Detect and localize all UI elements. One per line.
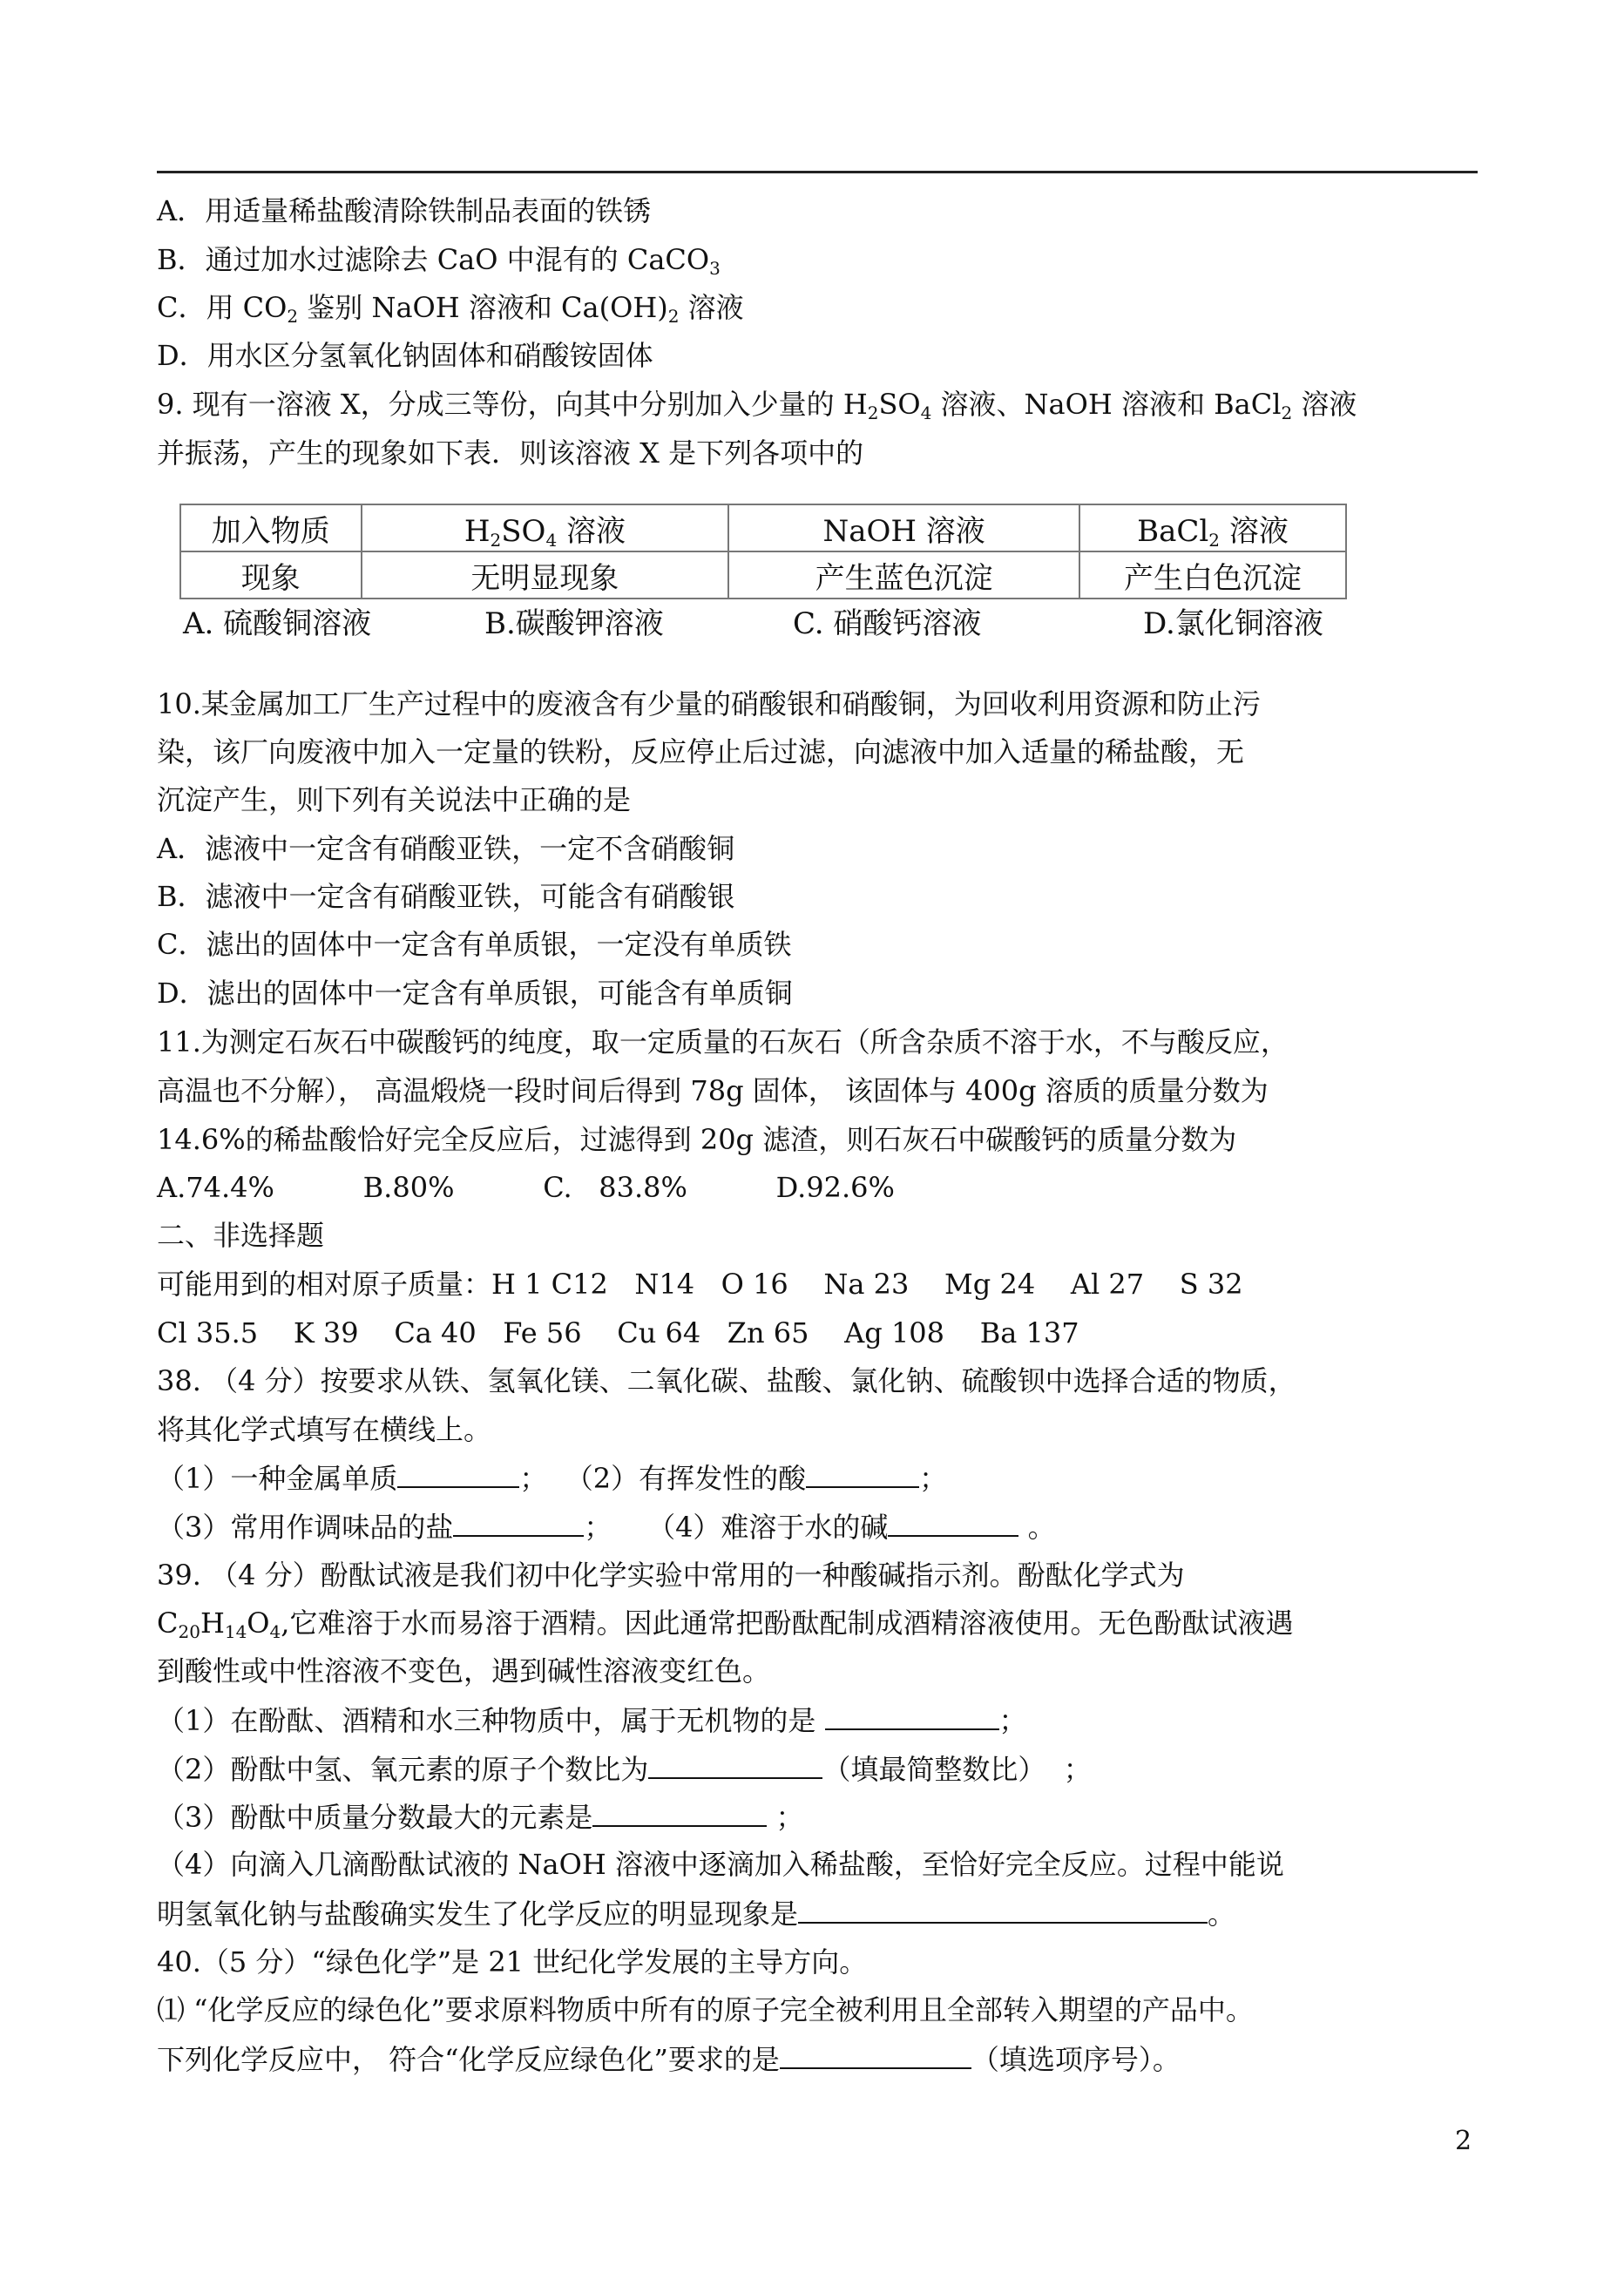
q9-option-a: A. 硫酸铜溶液 bbox=[183, 606, 372, 641]
section-title: 二、非选择题 bbox=[157, 1219, 325, 1252]
q9-option-b: B.碳酸钾溶液 bbox=[484, 606, 664, 641]
table-cell: 现象 bbox=[180, 551, 362, 599]
q8-option-d: D．用水区分氢氧化钠固体和硝酸铵固体 bbox=[157, 339, 653, 372]
q10-option-c: C．滤出的固体中一定含有单质银，一定没有单质铁 bbox=[157, 928, 792, 961]
table-cell: $H_2SO_4$ 溶液 bbox=[362, 504, 729, 551]
table-cell: 产生蓝色沉淀 bbox=[728, 551, 1079, 599]
q8-option-c: C．用 $CO_2$ 鉴别 NaOH 溶液和 $Ca(OH)_2$ 溶液 bbox=[157, 291, 744, 327]
q10-option-b: B．滤液中一定含有硝酸亚铁，可能含有硝酸银 bbox=[157, 880, 735, 913]
page-number: 2 bbox=[1455, 2126, 1472, 2156]
answer-blank[interactable] bbox=[825, 1702, 999, 1730]
table-row bbox=[180, 504, 1346, 551]
table-cell: NaOH 溶液 bbox=[728, 504, 1079, 551]
answer-blank[interactable] bbox=[888, 1509, 1018, 1537]
q10-option-a: A．滤液中一定含有硝酸亚铁，一定不含硝酸铜 bbox=[157, 832, 735, 865]
q8-option-a: A．用适量稀盐酸清除铁制品表面的铁锈 bbox=[157, 194, 652, 227]
q38-stem-line1: 38. （4 分）按要求从铁、氢氧化镁、二氧化碳、盐酸、氯化钠、硫酸钡中选择合适的物质， bbox=[157, 1364, 1296, 1397]
q39-stem-line2: $C_{20}H_{14}O_4$,它难溶于水而易溶于酒精。因此通常把酚酞配制成酒精溶液使用。无色酚酞试液遇 bbox=[157, 1606, 1294, 1642]
table-cell: 无明显现象 bbox=[362, 551, 729, 599]
q39-part-4-line2: 明氢氧化钠与盐酸确实发生了化学反应的明显现象是 。 bbox=[157, 1897, 1236, 1931]
answer-blank[interactable] bbox=[592, 1799, 767, 1827]
q11-stem-line3: 14.6%的稀盐酸恰好完全反应后，过滤得到 20g 滤渣，则石灰石中碳酸钙的质量分数为 bbox=[157, 1123, 1237, 1156]
q38-stem-line2: 将其化学式填写在横线上。 bbox=[157, 1413, 492, 1446]
q11-stem-line1: 11.为测定石灰石中碳酸钙的纯度，取一定质量的石灰石（所含杂质不溶于水，不与酸反应， bbox=[157, 1025, 1289, 1059]
table-cell: BaCl$_2$ 溶液 bbox=[1079, 504, 1346, 551]
q9-stem-line2: 并振荡，产生的现象如下表．则该溶液 X 是下列各项中的 bbox=[157, 436, 864, 470]
table-row bbox=[180, 551, 1346, 599]
q39-stem-line1: 39. （4 分）酚酞试液是我们初中化学实验中常用的一种酸碱指示剂。酚酞化学式为 bbox=[157, 1559, 1185, 1592]
q39-part-4-line1: （4）向滴入几滴酚酞试液的 NaOH 溶液中逐滴加入稀盐酸，至恰好完全反应。过程中能说 bbox=[157, 1848, 1284, 1881]
q8-option-b: B．通过加水过滤除去 CaO 中混有的 CaCO$_3$ bbox=[157, 243, 721, 279]
q10-stem-line2: 染，该厂向废液中加入一定量的铁粉，反应停止后过滤，向滤液中加入适量的稀盐酸，无 bbox=[157, 735, 1245, 768]
q40-stem-line1: 40.（5 分）“绿色化学”是 21 世纪化学发展的主导方向。 bbox=[157, 1945, 868, 1978]
table-cell: 加入物质 bbox=[180, 504, 362, 551]
q11-options: A.74.4% B.80% C. 83.8% D.92.6% bbox=[157, 1171, 895, 1204]
atomic-masses-line1: 可能用到的相对原子质量：H 1 C12 N14 O 16 Na 23 Mg 24 Al 27 S 32 bbox=[157, 1268, 1243, 1301]
q10-stem-line3: 沉淀产生，则下列有关说法中正确的是 bbox=[157, 783, 632, 816]
q10-option-d: D．滤出的固体中一定含有单质银，可能含有单质铜 bbox=[157, 977, 793, 1010]
table-cell: 产生白色沉淀 bbox=[1079, 551, 1346, 599]
q39-part-1: （1）在酚酞、酒精和水三种物质中，属于无机物的是 ； bbox=[157, 1704, 1027, 1737]
q40-stem-line2: ⑴ “化学反应的绿色化”要求原料物质中所有的原子完全被利用且全部转入期望的产品中。 bbox=[157, 1993, 1254, 2026]
top-rule bbox=[157, 171, 1478, 173]
answer-blank[interactable] bbox=[397, 1460, 519, 1488]
q9-stem-line1: 9. 现有一溶液 X，分成三等份，向其中分别加入少量的 $H_2SO_4$ 溶液、NaOH 溶液和 BaCl$_2$ 溶液 bbox=[157, 388, 1357, 423]
answer-blank[interactable] bbox=[806, 1460, 919, 1488]
q9-option-d: D.氯化铜溶液 bbox=[1143, 606, 1323, 641]
q38-parts-3-4: （3）常用作调味品的盐 ； （4）难溶于水的碱 。 bbox=[157, 1511, 1056, 1544]
q11-stem-line2: 高温也不分解）， 高温煅烧一段时间后得到 78g 固体， 该固体与 400g 溶质的质量分数为 bbox=[157, 1074, 1269, 1107]
q39-stem-line3: 到酸性或中性溶液不变色，遇到碱性溶液变红色。 bbox=[157, 1654, 771, 1688]
answer-blank[interactable] bbox=[798, 1896, 1208, 1924]
q9-option-c: C. 硝酸钙溶液 bbox=[793, 606, 982, 641]
q38-parts-1-2: （1）一种金属单质 ； （2）有挥发性的酸 ； bbox=[157, 1462, 948, 1495]
q39-part-2: （2）酚酞中氢、氧元素的原子个数比为 （填最简整数比） ； bbox=[157, 1753, 1092, 1786]
q40-stem-line3: 下列化学反应中， 符合“化学反应绿色化”要求的是 （填选项序号）。 bbox=[157, 2043, 1181, 2076]
q39-part-3: （3）酚酞中质量分数最大的元素是 ； bbox=[157, 1801, 804, 1834]
answer-blank[interactable] bbox=[780, 2041, 971, 2069]
q9-table bbox=[179, 504, 1347, 599]
answer-blank[interactable] bbox=[648, 1751, 822, 1779]
atomic-masses-line2: Cl 35.5 K 39 Ca 40 Fe 56 Cu 64 Zn 65 Ag 108 Ba 137 bbox=[157, 1316, 1079, 1349]
q10-stem-line1: 10.某金属加工厂生产过程中的废液含有少量的硝酸银和硝酸铜，为回收利用资源和防止污 bbox=[157, 687, 1261, 720]
answer-blank[interactable] bbox=[453, 1509, 584, 1537]
